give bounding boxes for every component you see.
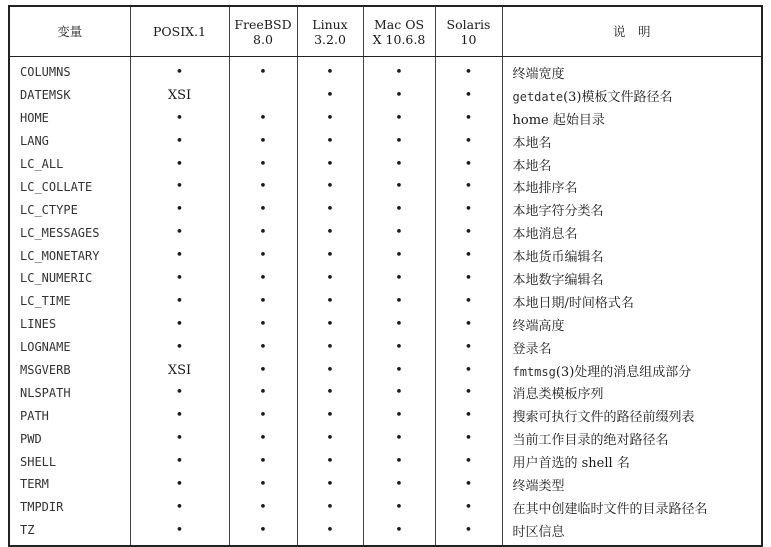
description-cell [502, 336, 762, 359]
solaris-support-cell: • [435, 84, 502, 107]
freebsd-support-cell: • [229, 175, 297, 198]
solaris-support-cell: • [435, 450, 502, 473]
linux-support-cell: • [297, 336, 363, 359]
description-cell [502, 84, 762, 107]
linux-support-cell: • [297, 313, 363, 336]
variable-name: LC_MONETARY [9, 244, 130, 267]
description-text: 本地日期/时间格式名 [512, 295, 634, 311]
table-row [9, 244, 762, 267]
macos-support-cell: • [363, 313, 435, 336]
macos-support-cell: • [363, 57, 435, 84]
solaris-support-cell: • [435, 336, 502, 359]
table-row [9, 313, 762, 336]
description-text: home 起始目录 [512, 112, 605, 128]
linux-support-cell: • [297, 130, 363, 153]
variable-name: LC_MESSAGES [9, 221, 130, 244]
variable-name: COLUMNS [9, 57, 130, 84]
solaris-support-cell: • [435, 57, 502, 84]
macos-support-cell: • [363, 290, 435, 313]
header-macos-version: X 10.6.8 [372, 31, 426, 47]
description-cell [502, 130, 762, 153]
solaris-support-cell: • [435, 244, 502, 267]
table-row [9, 130, 762, 153]
description-cell [502, 244, 762, 267]
header-posix-label: POSIX.1 [153, 24, 206, 39]
linux-support-cell: • [297, 496, 363, 519]
environment-variables-table [8, 5, 763, 547]
table-body [9, 57, 762, 546]
description-cell [502, 496, 762, 519]
description-text: 消息类模板序列 [512, 387, 604, 403]
freebsd-support-cell: • [229, 107, 297, 130]
description-function-name: fmtmsg [512, 364, 556, 379]
macos-support-cell: • [363, 130, 435, 153]
description-cell [502, 450, 762, 473]
posix-support-cell: • [130, 519, 229, 546]
linux-support-cell: • [297, 198, 363, 221]
posix-support-cell: • [130, 313, 229, 336]
macos-support-cell: • [363, 107, 435, 130]
freebsd-support-cell [229, 84, 297, 107]
description-text: (3)模板文件路径名 [563, 89, 673, 105]
posix-support-cell: • [130, 427, 229, 450]
description-text: 终端类型 [512, 478, 565, 494]
header-macos [363, 6, 435, 57]
variable-name: PATH [9, 404, 130, 427]
linux-support-cell: • [297, 175, 363, 198]
env-variable-table-container [8, 5, 761, 547]
description-text: 本地名 [512, 135, 552, 151]
linux-support-cell: • [297, 473, 363, 496]
macos-support-cell: • [363, 336, 435, 359]
solaris-support-cell: • [435, 175, 502, 198]
macos-support-cell: • [363, 244, 435, 267]
linux-support-cell: • [297, 404, 363, 427]
description-function-name: getdate [512, 89, 564, 104]
solaris-support-cell: • [435, 313, 502, 336]
variable-name: LINES [9, 313, 130, 336]
table-row [9, 404, 762, 427]
table-row [9, 381, 762, 404]
table-row [9, 496, 762, 519]
header-linux-version: 3.2.0 [314, 31, 346, 47]
freebsd-support-cell: • [229, 221, 297, 244]
description-text: (3)处理的消息组成部分 [555, 364, 692, 380]
table-row [9, 359, 762, 382]
description-text: 本地排序名 [512, 181, 578, 197]
linux-support-cell: • [297, 427, 363, 450]
description-text: 本地名 [512, 158, 552, 174]
variable-name: TERM [9, 473, 130, 496]
posix-support-cell: XSI [130, 359, 229, 382]
posix-support-cell: • [130, 130, 229, 153]
freebsd-support-cell: • [229, 153, 297, 176]
posix-support-cell: • [130, 267, 229, 290]
freebsd-support-cell: • [229, 427, 297, 450]
macos-support-cell: • [363, 519, 435, 546]
macos-support-cell: • [363, 84, 435, 107]
solaris-support-cell: • [435, 267, 502, 290]
posix-support-cell: • [130, 57, 229, 84]
macos-support-cell: • [363, 359, 435, 382]
variable-name: LC_TIME [9, 290, 130, 313]
posix-support-cell: • [130, 290, 229, 313]
header-variable-label: 变量 [57, 24, 83, 39]
table-row [9, 175, 762, 198]
freebsd-support-cell: • [229, 519, 297, 546]
header-freebsd-version: 8.0 [253, 31, 273, 47]
description-cell [502, 198, 762, 221]
table-row [9, 519, 762, 546]
variable-name: LC_NUMERIC [9, 267, 130, 290]
freebsd-support-cell: • [229, 267, 297, 290]
posix-support-cell: • [130, 336, 229, 359]
description-text: 本地字符分类名 [512, 204, 604, 220]
description-cell [502, 381, 762, 404]
description-cell [502, 313, 762, 336]
linux-support-cell: • [297, 57, 363, 84]
freebsd-support-cell: • [229, 290, 297, 313]
description-text: 用户首选的 shell 名 [512, 456, 630, 472]
linux-support-cell: • [297, 221, 363, 244]
description-text: 本地消息名 [512, 227, 578, 243]
posix-support-cell: • [130, 244, 229, 267]
variable-name: LC_CTYPE [9, 198, 130, 221]
description-cell [502, 175, 762, 198]
macos-support-cell: • [363, 496, 435, 519]
freebsd-support-cell: • [229, 404, 297, 427]
variable-name: HOME [9, 107, 130, 130]
freebsd-support-cell: • [229, 496, 297, 519]
freebsd-support-cell: • [229, 130, 297, 153]
linux-support-cell: • [297, 153, 363, 176]
posix-support-cell: • [130, 107, 229, 130]
table-row [9, 473, 762, 496]
linux-support-cell: • [297, 450, 363, 473]
solaris-support-cell: • [435, 404, 502, 427]
header-solaris-label: Solaris [446, 16, 491, 32]
linux-support-cell: • [297, 290, 363, 313]
description-text: 当前工作目录的绝对路径名 [512, 433, 669, 449]
macos-support-cell: • [363, 404, 435, 427]
posix-support-cell: • [130, 496, 229, 519]
solaris-support-cell: • [435, 359, 502, 382]
table-row [9, 427, 762, 450]
header-linux-label: Linux [312, 16, 348, 32]
description-text: 在其中创建临时文件的目录路径名 [512, 501, 708, 517]
macos-support-cell: • [363, 450, 435, 473]
posix-support-cell: • [130, 404, 229, 427]
freebsd-support-cell: • [229, 359, 297, 382]
description-text: 终端宽度 [512, 66, 565, 82]
posix-support-cell: • [130, 381, 229, 404]
description-text: 终端高度 [512, 318, 565, 334]
solaris-support-cell: • [435, 496, 502, 519]
linux-support-cell: • [297, 267, 363, 290]
header-description [502, 6, 762, 57]
linux-support-cell: • [297, 107, 363, 130]
variable-name: LC_COLLATE [9, 175, 130, 198]
header-posix [130, 6, 229, 57]
table-row [9, 221, 762, 244]
linux-support-cell: • [297, 84, 363, 107]
freebsd-support-cell: • [229, 244, 297, 267]
description-text: 搜索可执行文件的路径前缀列表 [512, 410, 695, 426]
table-row [9, 57, 762, 84]
description-cell [502, 57, 762, 84]
variable-name: LOGNAME [9, 336, 130, 359]
header-freebsd [229, 6, 297, 57]
posix-support-cell: • [130, 153, 229, 176]
header-variable [9, 6, 130, 57]
variable-name: NLSPATH [9, 381, 130, 404]
macos-support-cell: • [363, 198, 435, 221]
description-text: 本地货币编辑名 [512, 250, 604, 266]
posix-support-cell: • [130, 473, 229, 496]
table-row [9, 153, 762, 176]
linux-support-cell: • [297, 359, 363, 382]
header-freebsd-label: FreeBSD [234, 16, 292, 32]
macos-support-cell: • [363, 473, 435, 496]
solaris-support-cell: • [435, 198, 502, 221]
solaris-support-cell: • [435, 381, 502, 404]
macos-support-cell: • [363, 427, 435, 450]
description-cell [502, 290, 762, 313]
solaris-support-cell: • [435, 130, 502, 153]
table-row [9, 450, 762, 473]
solaris-support-cell: • [435, 290, 502, 313]
solaris-support-cell: • [435, 153, 502, 176]
posix-support-cell: XSI [130, 84, 229, 107]
table-row [9, 107, 762, 130]
variable-name: LC_ALL [9, 153, 130, 176]
freebsd-support-cell: • [229, 57, 297, 84]
table-row [9, 84, 762, 107]
description-cell [502, 221, 762, 244]
table-row [9, 336, 762, 359]
posix-support-cell: • [130, 450, 229, 473]
macos-support-cell: • [363, 221, 435, 244]
linux-support-cell: • [297, 519, 363, 546]
variable-name: LANG [9, 130, 130, 153]
header-description-label: 说 明 [612, 24, 651, 39]
description-cell [502, 473, 762, 496]
variable-name: MSGVERB [9, 359, 130, 382]
description-cell [502, 267, 762, 290]
header-solaris [435, 6, 502, 57]
table-header [9, 6, 762, 57]
header-row [9, 6, 762, 57]
variable-name: DATEMSK [9, 84, 130, 107]
freebsd-support-cell: • [229, 198, 297, 221]
header-macos-label: Mac OS [373, 16, 425, 32]
freebsd-support-cell: • [229, 336, 297, 359]
freebsd-support-cell: • [229, 473, 297, 496]
macos-support-cell: • [363, 267, 435, 290]
linux-support-cell: • [297, 381, 363, 404]
posix-support-cell: • [130, 175, 229, 198]
solaris-support-cell: • [435, 221, 502, 244]
description-text: 登录名 [512, 341, 552, 357]
variable-name: SHELL [9, 450, 130, 473]
description-cell [502, 153, 762, 176]
description-cell [502, 427, 762, 450]
freebsd-support-cell: • [229, 450, 297, 473]
header-solaris-version: 10 [460, 31, 477, 47]
description-cell [502, 519, 762, 546]
variable-name: TMPDIR [9, 496, 130, 519]
posix-support-cell: • [130, 221, 229, 244]
description-cell [502, 359, 762, 382]
macos-support-cell: • [363, 153, 435, 176]
description-cell [502, 404, 762, 427]
posix-support-cell: • [130, 198, 229, 221]
variable-name: TZ [9, 519, 130, 546]
table-row [9, 290, 762, 313]
linux-support-cell: • [297, 244, 363, 267]
table-row [9, 198, 762, 221]
solaris-support-cell: • [435, 519, 502, 546]
freebsd-support-cell: • [229, 313, 297, 336]
freebsd-support-cell: • [229, 381, 297, 404]
description-cell [502, 107, 762, 130]
table-row [9, 267, 762, 290]
solaris-support-cell: • [435, 107, 502, 130]
variable-name: PWD [9, 427, 130, 450]
description-text: 本地数字编辑名 [512, 272, 604, 288]
solaris-support-cell: • [435, 473, 502, 496]
header-linux [297, 6, 363, 57]
macos-support-cell: • [363, 175, 435, 198]
macos-support-cell: • [363, 381, 435, 404]
solaris-support-cell: • [435, 427, 502, 450]
description-text: 时区信息 [512, 524, 565, 540]
